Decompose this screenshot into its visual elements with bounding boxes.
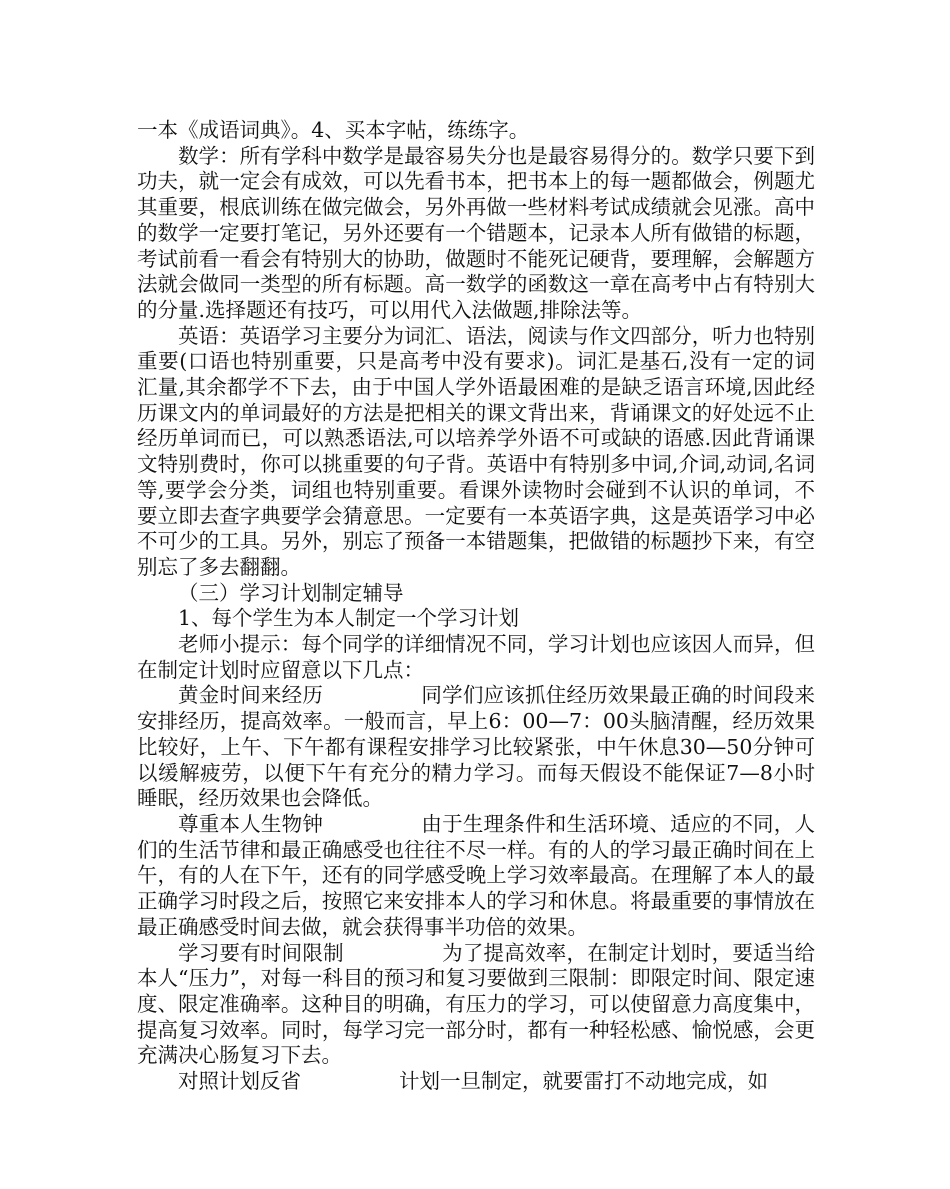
paragraph-english: 英语：英语学习主要分为词汇、语法，阅读与作文四部分，听力也特别重要(口语也特别重要，只是高考中没有要求)。词汇是基石,没有一定的词汇量,其余都学不下去，由于中国人学外语最困难的是缺乏语言环境,因此经历课文内的单词最好的方法是把相关的课文背出来，背诵课文的好处远不止经历单词而已，可以熟悉语法,可以培养学外语不可或缺的语感.因此背诵课文特别费时，你可以挑重要的句子背。英语中有特别多中词,介词,动词,名词等,要学会分类，词组也特别重要。看课外读物时会碰到不认识的单词，不要立即去查字典要学会猜意思。一定要有一本英语字典，这是英语学习中必不可少的工具。另外，别忘了预备一本错题集，把做错的标题抄下来，有空别忘了多去翻翻。 <box>137 323 815 579</box>
paragraph-time-limit <box>137 941 815 1070</box>
paragraph-teacher-tip: 老师小提示：每个同学的详细情况不同，学习计划也应该因人而异，但在制定计划时应留意以下几点： <box>137 632 815 682</box>
paragraph-dictionary-tip: 一本《成语词典》。4、买本字帖，练练字。 <box>137 118 530 142</box>
paragraph-math: 数学：所有学科中数学是最容易失分也是最容易得分的。数学只要下到功夫，就一定会有成效，可以先看书本，把书本上的每一题都做会，例题尤其重要，根底训练在做完做会，另外再做一些材料考试成绩就会见涨。高中的数学一定要打笔记，另外还要有一个错题本，记录本人所有做错的标题，考试前看一看会有特别大的协助，做题时不能死记硬背，要理解，会解题方法就会做同一类型的所有标题。高一数学的函数这一章在高考中占有特别大的分量.选择题还有技巧，可以用代入法做题,排除法等。 <box>137 143 815 322</box>
paragraph-biological-clock <box>137 812 815 941</box>
paragraph-golden-time <box>137 683 815 812</box>
tip-body-golden-time: 同学们应该抓住经历效果最正确的时间段来安排经历，提高效率。一般而言，早上6：00—7：00头脑清醒，经历效果比较好，上午、下午都有课程安排学习比较紧张，中午休息30—50分钟可以缓解疲劳，以便下午有充分的精力学习。而每天假设不能保证7—8小时睡眠，经历效果也会降低。 <box>137 683 816 811</box>
subheading-personal-plan: 1、每个学生为本人制定一个学习计划 <box>178 606 520 631</box>
tip-heading-time-limit: 学习要有时间限制 <box>178 940 344 965</box>
tip-body-review-plan: 计划一旦制定，就要雷打不动地完成，如 <box>399 1069 768 1094</box>
section-heading-study-plan: （三）学习计划制定辅导 <box>178 580 404 605</box>
document-body <box>137 118 815 1095</box>
paragraph-review-plan <box>137 1069 815 1095</box>
tip-heading-biological-clock: 尊重本人生物钟 <box>178 811 324 836</box>
tip-body-biological-clock: 由于生理条件和生活环境、适应的不同，人们的生活节律和最正确感受也往往不尽一样。有的人的学习最正确时间在上午，有的人在下午，还有的同学感受晚上学习效率最高。在理解了本人的最正确学习时段之后，按照它来安排本人的学习和休息。将最重要的事情放在最正确感受时间去做，就会获得事半功倍的效果。 <box>137 811 816 939</box>
tip-heading-golden-time: 黄金时间来经历 <box>178 683 324 708</box>
tip-body-time-limit: 为了提高效率，在制定计划时，要适当给本人“压力”，对每一科目的预习和复习要做到三限制：即限定时间、限定速度、限定准确率。这种目的明确，有压力的学习，可以使留意力高度集中，提高复习效率。同时，每学习完一部分时，都有一种轻松感、愉悦感，会更充满决心肠复习下去。 <box>137 940 816 1068</box>
tip-heading-review-plan: 对照计划反省 <box>178 1069 301 1094</box>
